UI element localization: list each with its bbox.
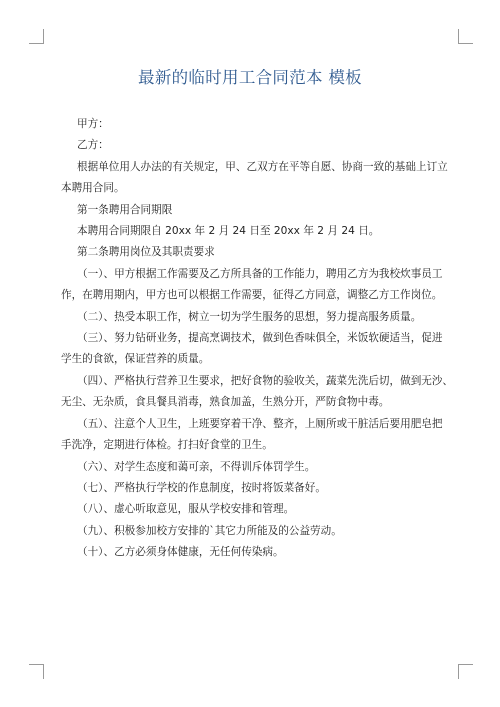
paragraph-line: （六）、对学生态度和蔼可亲，不得训斥体罚学生。 bbox=[77, 460, 316, 473]
paragraph-line: （七）、严格执行学校的作息制度，按时将饭菜备好。 bbox=[77, 481, 326, 494]
paragraph-line: 本聘用合同期限自 20xx 年 2 月 24 日至 20xx 年 2 月 24 日。 bbox=[77, 225, 380, 238]
party-a-line: 甲方： bbox=[77, 118, 109, 130]
paragraph-line: 本聘用合同。 bbox=[61, 182, 125, 195]
paragraph-line: （四）、严格执行营养卫生要求，把好食物的验收关，蔬菜先洗后切，做到无沙、 bbox=[77, 374, 454, 387]
crop-mark-top-right bbox=[458, 29, 473, 44]
section-heading: 第二条聘用岗位及其职责要求 bbox=[77, 246, 215, 259]
paragraph-line: （九）、积极参加校方安排的`其它力所能及的公益劳动。 bbox=[77, 524, 342, 537]
party-b-line: 乙方： bbox=[77, 139, 109, 152]
paragraph-line: 作，在聘用期内，甲方也可以根据工作需要，征得乙方同意，调整乙方工作岗位。 bbox=[61, 289, 443, 302]
paragraph-line: 手洗净，定期进行体检。打扫好食堂的卫生。 bbox=[61, 439, 273, 452]
paragraph-line: （三）、努力钻研业务，提高烹调技术，做到色香味俱全，米饭软硬适当，促进 bbox=[77, 332, 443, 345]
crop-mark-bottom-left bbox=[29, 664, 44, 679]
paragraph-line: （五）、注意个人卫生，上班要穿着干净、整齐，上厕所或干脏活后要用肥皂把 bbox=[77, 417, 443, 430]
paragraph-line: 无尘、无杂质，食具餐具消毒，熟食加盖，生熟分开，严防食物中毒。 bbox=[61, 396, 390, 409]
paragraph-line: （八）、虚心听取意见，服从学校安排和管理。 bbox=[77, 503, 295, 516]
crop-mark-top-left bbox=[29, 29, 44, 44]
document-title: 最新的临时用工合同范本 模板 bbox=[138, 68, 362, 87]
paragraph-line: 学生的食欲，保证营养的质量。 bbox=[61, 353, 210, 366]
section-heading: 第一条聘用合同期限 bbox=[77, 203, 173, 216]
paragraph-line: 根据单位用人办法的有关规定，甲、乙双方在平等自愿、协商一致的基础上订立 bbox=[77, 160, 448, 173]
document-body bbox=[61, 114, 454, 564]
paragraph-line: （一）、甲方根据工作需要及乙方所具备的工作能力，聘用乙方为我校炊事员工 bbox=[77, 267, 443, 280]
paragraph-line: （十）、乙方必须身体健康，无任何传染病。 bbox=[77, 546, 284, 559]
paragraph-line: （二）、热受本职工作，树立一切为学生服务的思想，努力提高服务质量。 bbox=[77, 310, 422, 323]
crop-mark-bottom-right bbox=[458, 664, 473, 679]
